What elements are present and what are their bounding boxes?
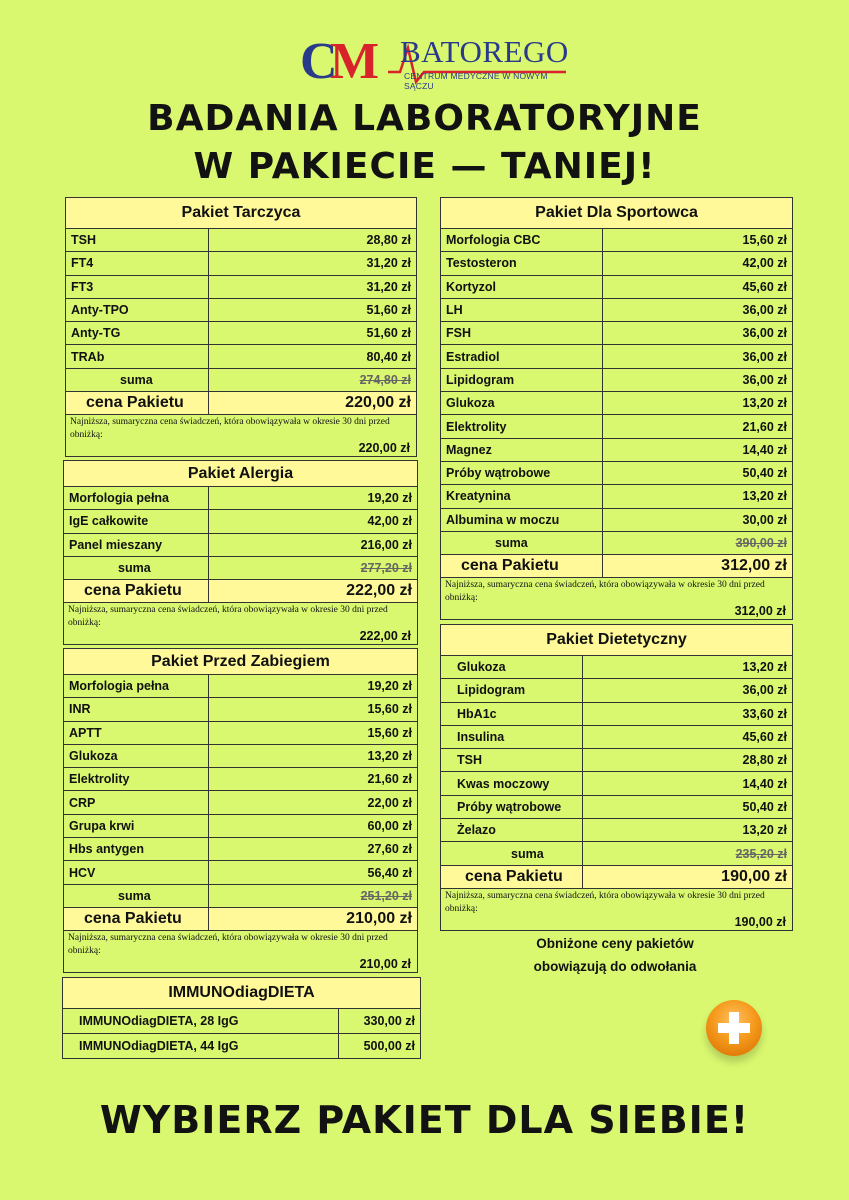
test-name: LH bbox=[441, 298, 603, 321]
note-value: 210,00 zł bbox=[359, 956, 411, 971]
test-name: Żelazo bbox=[441, 819, 583, 842]
package-tarczyca bbox=[65, 197, 417, 457]
test-price: 36,00 zł bbox=[603, 322, 793, 345]
headline-line2: W PAKIECIE — TANIEJ! bbox=[193, 146, 656, 187]
test-price: 14,40 zł bbox=[603, 438, 793, 461]
test-price: 21,60 zł bbox=[209, 768, 418, 791]
test-name: Magnez bbox=[441, 438, 603, 461]
test-name: Morfologia pełna bbox=[64, 675, 209, 698]
test-name: Albumina w moczu bbox=[441, 508, 603, 531]
test-name: Insulina bbox=[441, 725, 583, 748]
test-name: Elektrolity bbox=[64, 768, 209, 791]
validity-notice bbox=[440, 932, 790, 978]
test-price: 30,00 zł bbox=[603, 508, 793, 531]
test-price: 15,60 zł bbox=[603, 229, 793, 252]
suma-label: suma bbox=[66, 368, 209, 391]
test-name: Grupa krwi bbox=[64, 814, 209, 837]
note-value: 190,00 zł bbox=[734, 914, 786, 929]
test-name: Glukoza bbox=[441, 392, 603, 415]
test-name: IgE całkowite bbox=[64, 510, 209, 533]
note-text: Najniższa, sumaryczna cena świadczeń, która obowiązywała w okresie 30 dni przed obniżką: bbox=[68, 605, 388, 629]
test-price: 50,40 zł bbox=[583, 795, 793, 818]
test-name: IMMUNOdiagDIETA, 44 IgG bbox=[63, 1034, 339, 1059]
package-price-label: cena Pakietu bbox=[64, 580, 209, 603]
logo bbox=[300, 32, 570, 92]
test-name: Elektrolity bbox=[441, 415, 603, 438]
test-price: 500,00 zł bbox=[339, 1034, 421, 1059]
test-price: 28,80 zł bbox=[583, 749, 793, 772]
test-name: APTT bbox=[64, 721, 209, 744]
package-price-label: cena Pakietu bbox=[66, 392, 209, 415]
test-name: Glukoza bbox=[64, 744, 209, 767]
test-price: 42,00 zł bbox=[603, 252, 793, 275]
package-price: 210,00 zł bbox=[209, 907, 418, 930]
lowest-price-note bbox=[64, 603, 418, 645]
test-name: Panel mieszany bbox=[64, 533, 209, 556]
package-price: 222,00 zł bbox=[209, 580, 418, 603]
package-title: Pakiet Dla Sportowca bbox=[441, 198, 793, 229]
test-price: 330,00 zł bbox=[339, 1009, 421, 1034]
test-price: 36,00 zł bbox=[603, 345, 793, 368]
package-title: Pakiet Dietetyczny bbox=[441, 625, 793, 656]
logo-mark-c: C bbox=[300, 33, 338, 90]
test-price: 42,00 zł bbox=[209, 510, 418, 533]
suma-label: suma bbox=[64, 556, 209, 579]
footer-title: WYBIERZ PAKIET DLA SIEBIE! bbox=[99, 1098, 750, 1142]
notice-line2: obowiązują do odwołania bbox=[533, 959, 697, 974]
test-name: Kwas moczowy bbox=[441, 772, 583, 795]
test-name: TSH bbox=[66, 229, 209, 252]
package-price-label: cena Pakietu bbox=[441, 555, 603, 578]
test-name: HCV bbox=[64, 861, 209, 884]
lowest-price-note bbox=[64, 930, 418, 972]
test-name: TSH bbox=[441, 749, 583, 772]
test-price: 13,20 zł bbox=[583, 656, 793, 679]
package-przed-zabiegiem bbox=[63, 648, 418, 973]
package-title: Pakiet Przed Zabiegiem bbox=[64, 649, 418, 675]
test-price: 22,00 zł bbox=[209, 791, 418, 814]
test-price: 14,40 zł bbox=[583, 772, 793, 795]
test-name: Anty-TPO bbox=[66, 298, 209, 321]
logo-mark-m: M bbox=[330, 33, 380, 90]
package-title: Pakiet Alergia bbox=[64, 461, 418, 487]
suma-label: suma bbox=[441, 842, 583, 865]
test-price: 60,00 zł bbox=[209, 814, 418, 837]
test-price: 19,20 zł bbox=[209, 675, 418, 698]
note-value: 222,00 zł bbox=[359, 629, 411, 644]
suma-value: 235,20 zł bbox=[583, 842, 793, 865]
package-price-label: cena Pakietu bbox=[64, 907, 209, 930]
plus-icon[interactable] bbox=[706, 1000, 762, 1056]
test-name: Testosteron bbox=[441, 252, 603, 275]
test-price: 80,40 zł bbox=[209, 345, 417, 368]
test-price: 50,40 zł bbox=[603, 461, 793, 484]
test-price: 13,20 zł bbox=[603, 485, 793, 508]
note-text: Najniższa, sumaryczna cena świadczeń, która obowiązywała w okresie 30 dni przed obniżką: bbox=[68, 932, 388, 956]
test-price: 216,00 zł bbox=[209, 533, 418, 556]
test-name: Lipidogram bbox=[441, 368, 603, 391]
test-price: 15,60 zł bbox=[209, 721, 418, 744]
note-value: 312,00 zł bbox=[734, 604, 786, 619]
test-price: 31,20 zł bbox=[209, 252, 417, 275]
test-price: 13,20 zł bbox=[583, 819, 793, 842]
package-title: IMMUNOdiagDIETA bbox=[63, 978, 421, 1009]
test-name: TRAb bbox=[66, 345, 209, 368]
test-price: 15,60 zł bbox=[209, 698, 418, 721]
package-immunodiagdieta bbox=[62, 977, 421, 1059]
test-name: Kortyzol bbox=[441, 275, 603, 298]
test-price: 45,60 zł bbox=[583, 725, 793, 748]
test-name: FSH bbox=[441, 322, 603, 345]
test-price: 28,80 zł bbox=[209, 229, 417, 252]
package-price-label: cena Pakietu bbox=[441, 865, 583, 888]
suma-value: 277,20 zł bbox=[209, 556, 418, 579]
test-price: 27,60 zł bbox=[209, 838, 418, 861]
test-name: Glukoza bbox=[441, 656, 583, 679]
test-price: 36,00 zł bbox=[603, 368, 793, 391]
suma-value: 390,00 zł bbox=[603, 531, 793, 554]
notice-line1: Obniżone ceny pakietów bbox=[536, 936, 694, 951]
headline-line1: BADANIA LABORATORYJNE bbox=[147, 98, 702, 139]
package-alergia bbox=[63, 460, 418, 645]
test-name: Estradiol bbox=[441, 345, 603, 368]
test-price: 36,00 zł bbox=[603, 298, 793, 321]
suma-label: suma bbox=[64, 884, 209, 907]
note-text: Najniższa, sumaryczna cena świadczeń, która obowiązywała w okresie 30 dni przed obniżką: bbox=[70, 417, 390, 441]
test-name: Morfologia CBC bbox=[441, 229, 603, 252]
test-name: HbA1c bbox=[441, 702, 583, 725]
logo-subtitle: CENTRUM MEDYCZNE W NOWYM SĄCZU bbox=[404, 71, 548, 91]
test-name: Morfologia pełna bbox=[64, 487, 209, 510]
note-text: Najniższa, sumaryczna cena świadczeń, która obowiązywała w okresie 30 dni przed obniżką: bbox=[445, 890, 765, 914]
test-price: 13,20 zł bbox=[209, 744, 418, 767]
lowest-price-note bbox=[441, 578, 793, 620]
test-price: 45,60 zł bbox=[603, 275, 793, 298]
lowest-price-note bbox=[66, 415, 417, 457]
package-price: 220,00 zł bbox=[209, 392, 417, 415]
suma-label: suma bbox=[441, 531, 603, 554]
package-title: Pakiet Tarczyca bbox=[66, 198, 417, 229]
test-price: 19,20 zł bbox=[209, 487, 418, 510]
test-name: Próby wątrobowe bbox=[441, 461, 603, 484]
test-price: 51,60 zł bbox=[209, 322, 417, 345]
note-text: Najniższa, sumaryczna cena świadczeń, która obowiązywała w okresie 30 dni przed obniżką: bbox=[445, 580, 765, 604]
test-name: Lipidogram bbox=[441, 679, 583, 702]
test-name: Kreatynina bbox=[441, 485, 603, 508]
test-name: Anty-TG bbox=[66, 322, 209, 345]
test-price: 51,60 zł bbox=[209, 298, 417, 321]
suma-value: 251,20 zł bbox=[209, 884, 418, 907]
package-price: 312,00 zł bbox=[603, 555, 793, 578]
test-price: 31,20 zł bbox=[209, 275, 417, 298]
logo-name: BATOREGO bbox=[400, 34, 569, 69]
package-dla-sportowca bbox=[440, 197, 793, 620]
test-price: 56,40 zł bbox=[209, 861, 418, 884]
test-name: IMMUNOdiagDIETA, 28 IgG bbox=[63, 1009, 339, 1034]
package-price: 190,00 zł bbox=[583, 865, 793, 888]
test-price: 13,20 zł bbox=[603, 392, 793, 415]
test-price: 36,00 zł bbox=[583, 679, 793, 702]
test-name: Hbs antygen bbox=[64, 838, 209, 861]
test-name: FT4 bbox=[66, 252, 209, 275]
test-name: INR bbox=[64, 698, 209, 721]
test-name: Próby wątrobowe bbox=[441, 795, 583, 818]
test-name: FT3 bbox=[66, 275, 209, 298]
test-price: 21,60 zł bbox=[603, 415, 793, 438]
package-dietetyczny bbox=[440, 624, 793, 931]
test-name: CRP bbox=[64, 791, 209, 814]
suma-value: 274,80 zł bbox=[209, 368, 417, 391]
lowest-price-note bbox=[441, 888, 793, 930]
test-price: 33,60 zł bbox=[583, 702, 793, 725]
note-value: 220,00 zł bbox=[358, 441, 410, 456]
